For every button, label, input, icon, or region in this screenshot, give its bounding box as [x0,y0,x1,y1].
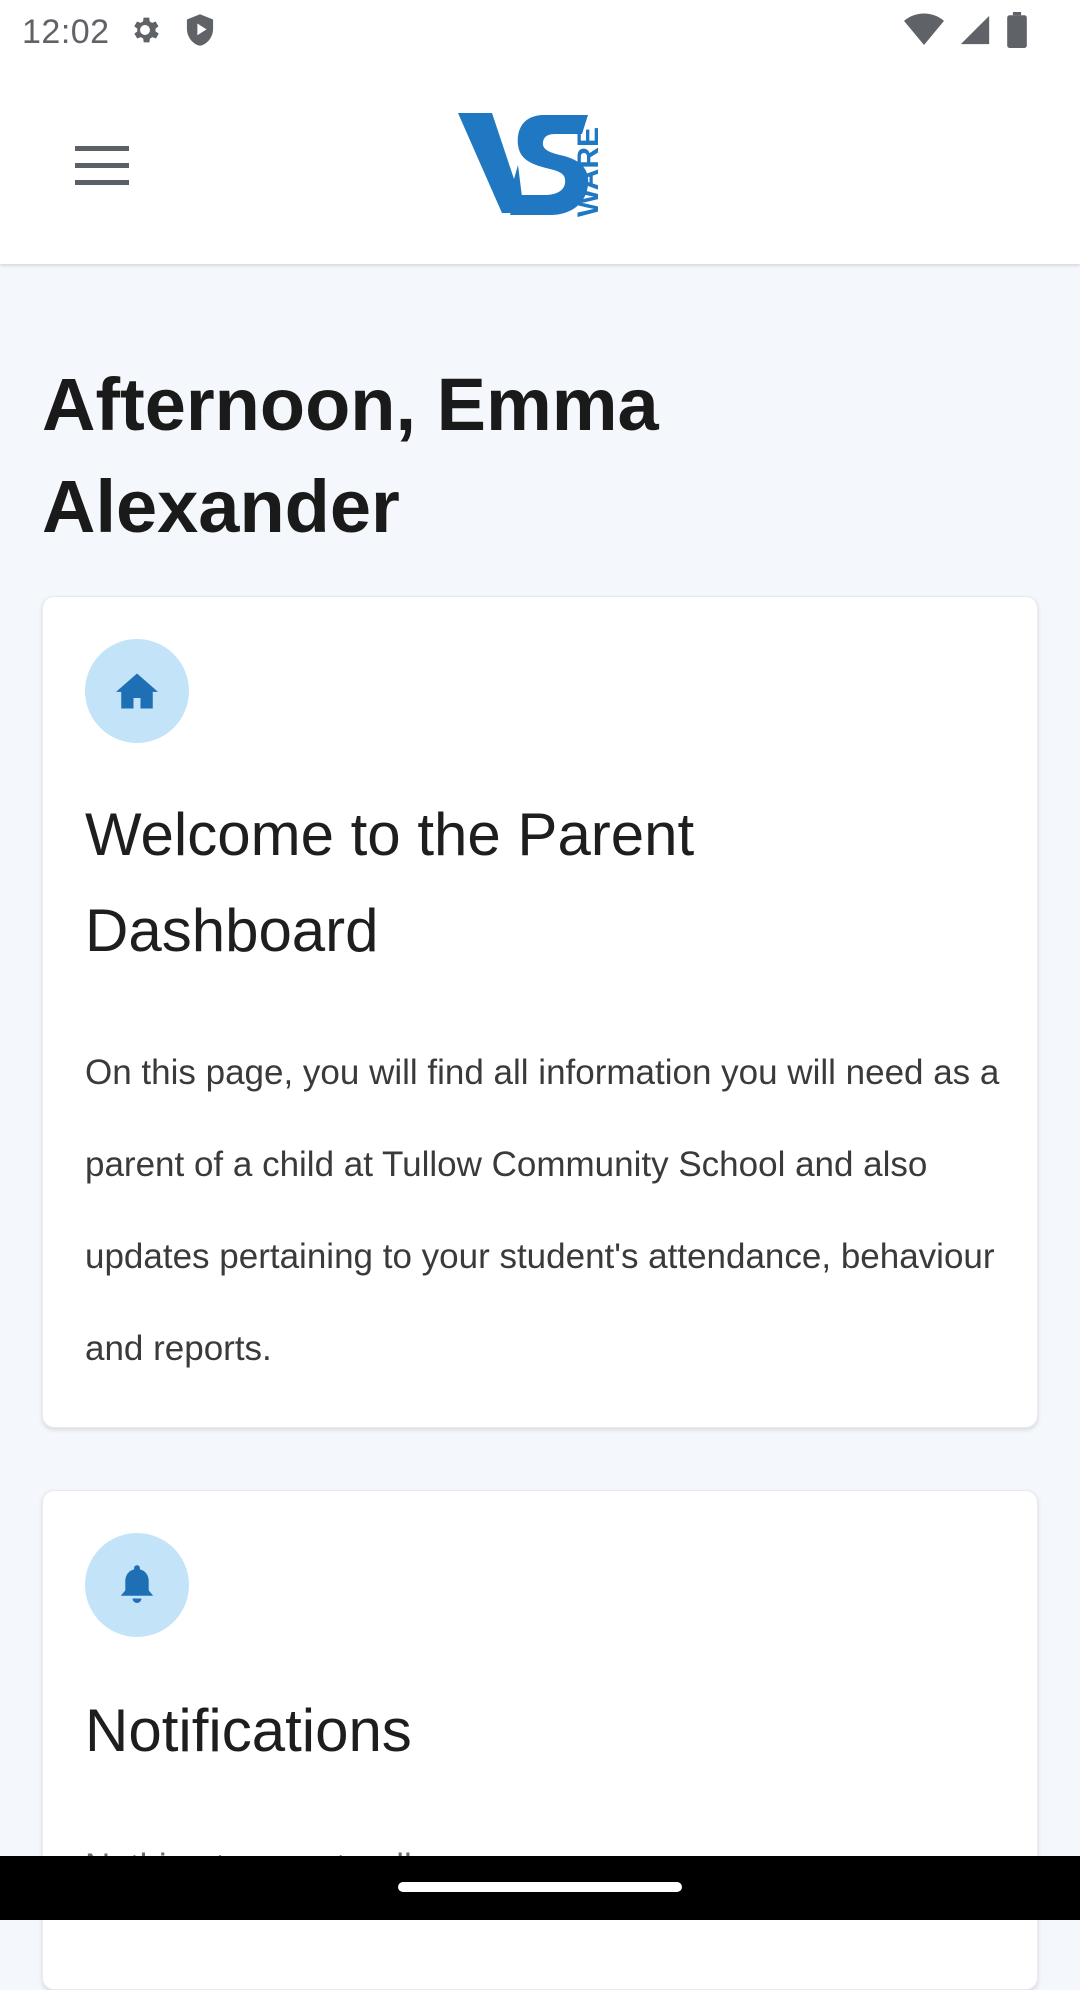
wifi-icon [904,13,944,52]
greeting-line-1: Afternoon, Emma [42,363,659,446]
app-header [0,64,1080,264]
vsware-logo [458,109,622,219]
main-content [0,264,1080,1856]
notifications-card-title: Notifications [85,1697,412,1764]
bell-icon [85,1533,189,1637]
hamburger-menu-icon[interactable] [60,130,144,202]
home-icon [85,639,189,743]
logo-ware-text: WARE [572,127,605,217]
welcome-card [42,596,1038,1428]
greeting-line-2: Alexander [42,465,400,548]
cell-signal-icon [958,13,992,52]
welcome-card-title [85,787,985,979]
status-left-icons [128,13,216,52]
status-right-icons [904,12,1028,53]
status-bar [0,0,1080,64]
shield-icon [184,13,216,52]
gear-icon [128,13,162,52]
home-gesture-pill[interactable] [398,1882,682,1892]
status-time: 12:02 [22,12,110,51]
welcome-title-line-1: Welcome to the Parent [85,801,695,868]
welcome-card-body: On this page, you will find all information you will need as a parent of a child at Tullow Community School and also updates pertaining to your student's attendance, behaviour and reports. [85,1053,1000,1368]
system-nav-bar [0,1856,1080,1920]
greeting-heading [42,354,942,558]
battery-icon [1006,12,1028,53]
welcome-title-line-2: Dashboard [85,897,379,964]
